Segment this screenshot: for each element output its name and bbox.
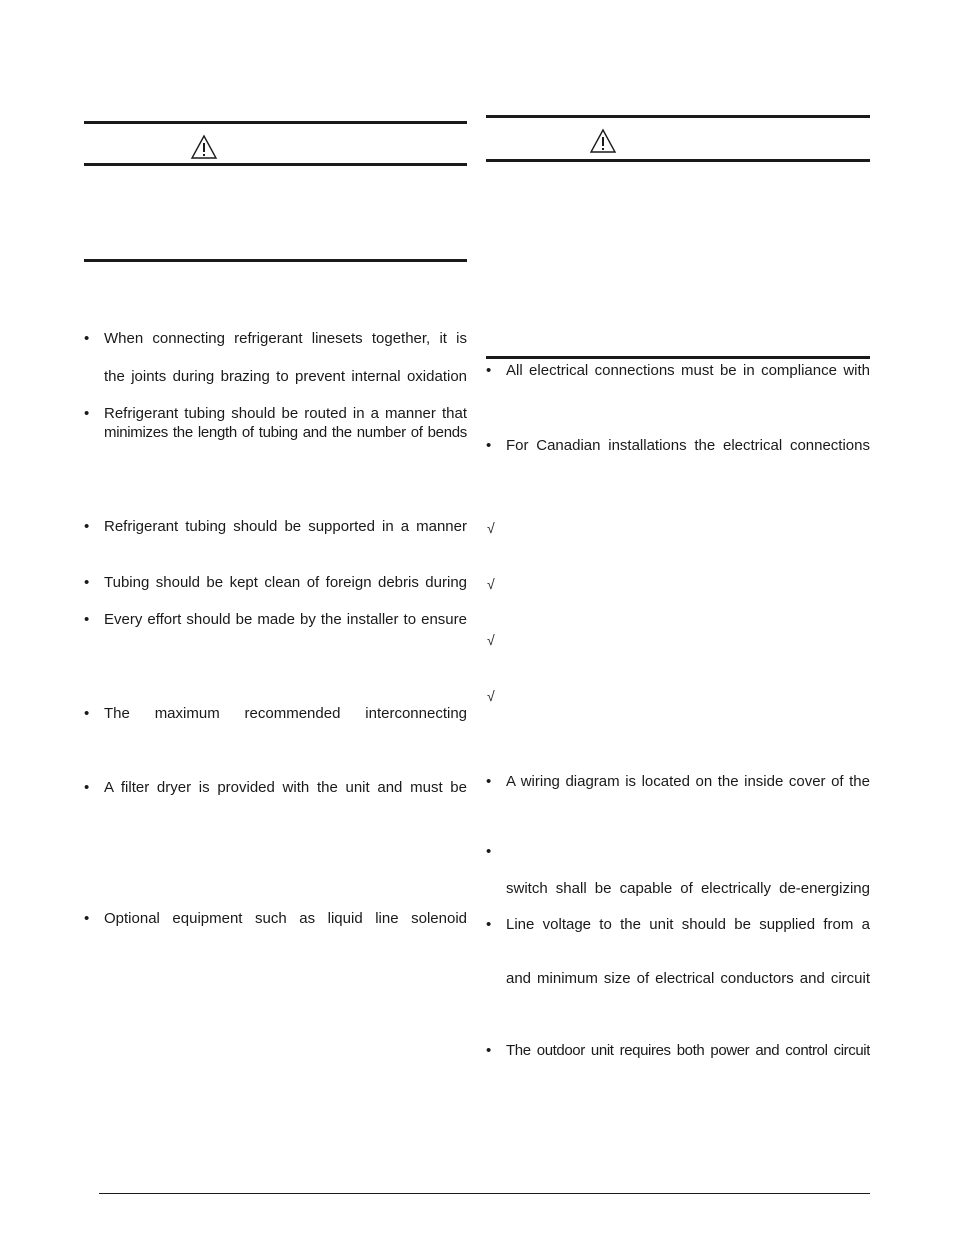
list-item-line: All electrical connections must be in compliance with (506, 362, 870, 379)
list-item-line: When connecting refrigerant linesets together, it is (104, 330, 467, 347)
bullet-marker: • (84, 518, 90, 535)
bullet-marker: • (486, 843, 492, 860)
bullet-marker: • (486, 437, 492, 454)
list-item-line: The outdoor unit requires both power and control circuit (506, 1042, 870, 1059)
right-warning-bottom-rule (486, 356, 870, 359)
list-item-line: and minimum size of electrical conductors and circuit (506, 970, 870, 987)
list-item-line: Tubing should be kept clean of foreign debris during (104, 574, 467, 591)
list-item-line: switch shall be capable of electrically de-energizing (506, 880, 870, 897)
right-warning-top-rule (486, 115, 870, 118)
check-mark: √ (487, 688, 495, 704)
bullet-marker: • (84, 779, 90, 796)
bullet-marker: • (486, 916, 492, 933)
check-mark: √ (487, 520, 495, 536)
warning-triangle-icon (190, 134, 218, 160)
footer-rule (99, 1193, 870, 1194)
bullet-marker: • (84, 611, 90, 628)
list-item-line: Refrigerant tubing should be supported in a manner (104, 518, 467, 535)
bullet-marker: • (486, 773, 492, 790)
check-mark: √ (487, 632, 495, 648)
bullet-marker: • (84, 705, 90, 722)
left-warning-top-rule (84, 121, 467, 124)
list-item-line: Line voltage to the unit should be supplied from a (506, 916, 870, 933)
bullet-marker: • (486, 1042, 492, 1059)
list-item-line: A filter dryer is provided with the unit and must be (104, 779, 467, 796)
warning-triangle-icon (589, 128, 617, 154)
left-warning-header-rule (84, 163, 467, 166)
bullet-marker: • (486, 362, 492, 379)
check-mark: √ (487, 576, 495, 592)
right-warning-header-rule (486, 159, 870, 162)
list-item-line: Optional equipment such as liquid line solenoid (104, 910, 467, 927)
list-item-line: A wiring diagram is located on the inside cover of the (506, 773, 870, 790)
list-item-line: Every effort should be made by the installer to ensure (104, 611, 467, 628)
list-item-line: the joints during brazing to prevent internal oxidation (104, 368, 467, 385)
list-item-line: minimizes the length of tubing and the number of bends (104, 424, 467, 441)
list-item-line: For Canadian installations the electrical connections (506, 437, 870, 454)
bullet-marker: • (84, 330, 90, 347)
bullet-marker: • (84, 574, 90, 591)
bullet-marker: • (84, 405, 90, 422)
list-item-line: The maximum recommended interconnecting (104, 705, 467, 722)
bullet-marker: • (84, 910, 90, 927)
list-item-line: Refrigerant tubing should be routed in a manner that (104, 405, 467, 422)
left-warning-bottom-rule (84, 259, 467, 262)
